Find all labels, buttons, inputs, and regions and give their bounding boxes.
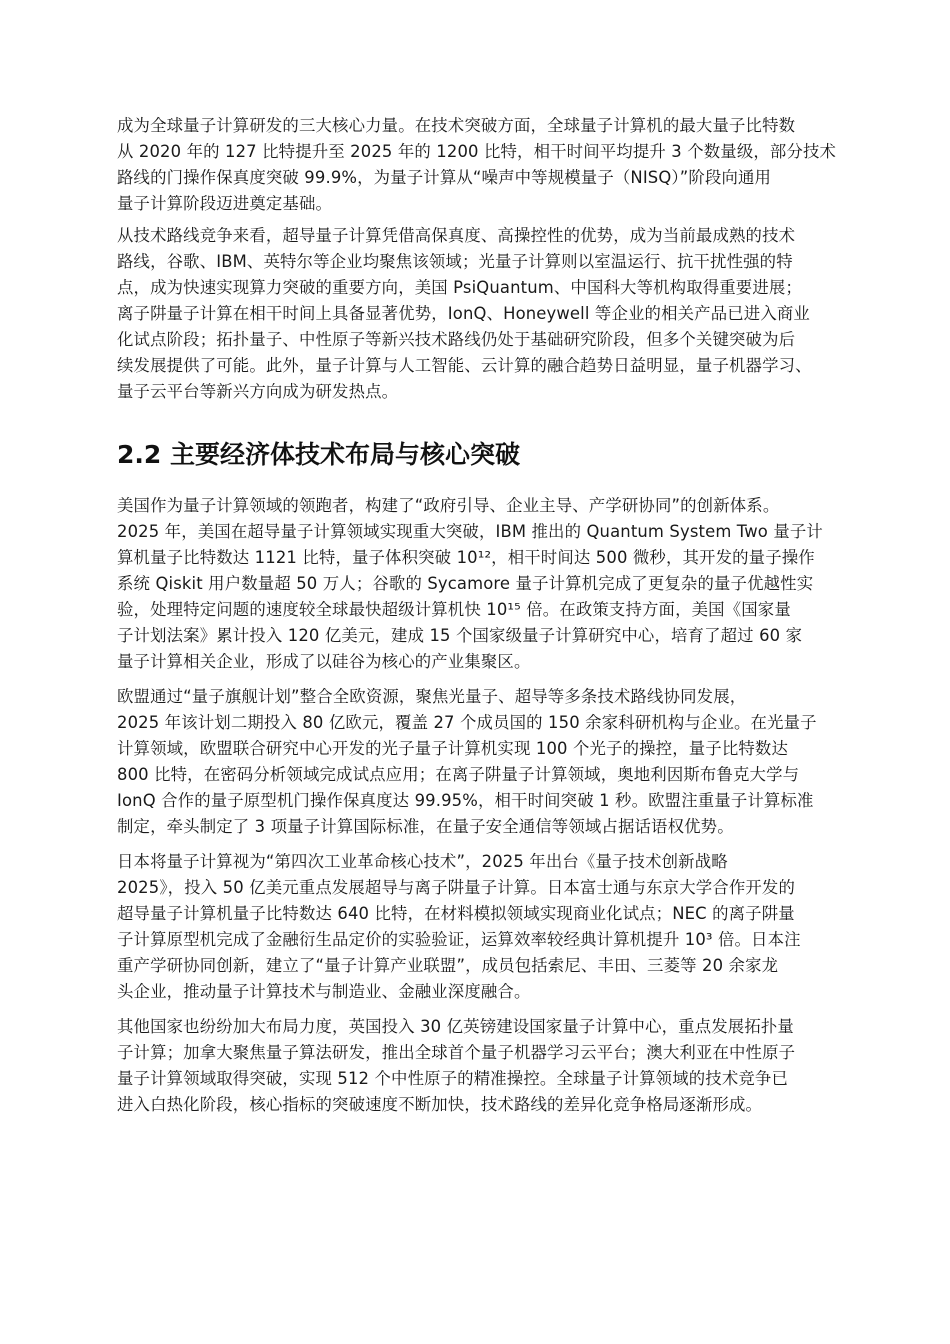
text-line: 点，成为快速实现算力突破的重要方向，美国 PsiQuantum、中国科大等机构取得重要进展； [117,278,802,297]
text-line: 子计划法案》累计投入 120 亿美元，建成 15 个国家级量子计算研究中心，培育了超过 60 家 [117,626,803,645]
text-line: 量子计算相关企业，形成了以硅谷为核心的产业集聚区。 [117,652,531,671]
text-line: 美国作为量子计算领域的领跑者，构建了“政府引导、企业主导、产学研协同”的创新体系。 [117,496,780,515]
text-line: 2025》，投入 50 亿美元重点发展超导与离子阱量子计算。日本富士通与东京大学合作开发的 [117,878,795,897]
text-line: 其他国家也纷纷加大布局力度，英国投入 30 亿英镑建设国家量子计算中心，重点发展拓扑量 [117,1017,794,1036]
paragraph-eu [117,684,845,840]
text-line: 量子计算领域取得突破，实现 512 个中性原子的精准操控。全球量子计算领域的技术竞争已 [117,1069,788,1088]
text-line: 欧盟通过“量子旗舰计划”整合全欧资源，聚焦光量子、超导等多条技术路线协同发展， [117,687,747,706]
text-line: 路线的门操作保真度突破 99.9%，为量子计算从“噪声中等规模量子（NISQ）”阶段向通用 [117,168,772,187]
text-line: 算机量子比特数达 1121 比特，量子体积突破 10¹²，相干时间达 500 微秒，其开发的量子操作 [117,548,815,567]
text-line: 成为全球量子计算研发的三大核心力量。在技术突破方面，全球量子计算机的最大量子比特数 [117,116,796,135]
text-line: IonQ 合作的量子原型机门操作保真度达 99.95%，相干时间突破 1 秒。欧盟注重量子计算标准 [117,791,814,810]
paragraph-gap [117,675,845,684]
text-line: 2025 年该计划二期投入 80 亿欧元，覆盖 27 个成员国的 150 余家科研机构与企业。在光量子 [117,713,817,732]
text-line: 日本将量子计算视为“第四次工业革命核心技术”，2025 年出台《量子技术创新战略 [117,852,728,871]
text-line: 子计算；加拿大聚焦量子算法研发，推出全球首个量子机器学习云平台；澳大利亚在中性原子 [117,1043,796,1062]
paragraph-usa [117,493,845,675]
text-line: 从 2020 年的 127 比特提升至 2025 年的 1200 比特，相干时间平均提升 3 个数量级，部分技术 [117,142,837,161]
document-page [117,113,845,1118]
text-line: 800 比特，在密码分析领域完成试点应用；在离子阱量子计算领域，奥地利因斯布鲁克大学与 [117,765,800,784]
paragraph-top-2 [117,223,845,405]
text-line: 化试点阶段；拓扑量子、中性原子等新兴技术路线仍处于基础研究阶段，但多个关键突破为后 [117,330,796,349]
text-line: 验，处理特定问题的速度较全球最快超级计算机快 10¹⁵ 倍。在政策支持方面，美国《国家量 [117,600,791,619]
text-line: 离子阱量子计算在相干时间上具备显著优势，IonQ、Honeywell 等企业的相关产品已进入商业 [117,304,810,323]
text-line: 超导量子计算机量子比特数达 640 比特，在材料模拟领域实现商业化试点；NEC 的离子阱量 [117,904,795,923]
text-line: 进入白热化阶段，核心指标的突破速度不断加快，技术路线的差异化竞争格局逐渐形成。 [117,1095,763,1114]
text-line: 子计算原型机完成了金融衍生品定价的实验验证，运算效率较经典计算机提升 10³ 倍。日本注 [117,930,801,949]
text-line: 头企业，推动量子计算技术与制造业、金融业深度融合。 [117,982,531,1001]
text-line: 重产学研协同创新，建立了“量子计算产业联盟”，成员包括索尼、丰田、三菱等 20 余家龙 [117,956,779,975]
text-line: 计算领域，欧盟联合研究中心开发的光子量子计算机实现 100 个光子的操控，量子比特数达 [117,739,788,758]
paragraph-top-1 [117,113,845,217]
section-heading: 2.2 主要经济体技术布局与核心突破 [117,440,520,469]
text-line: 路线，谷歌、IBM、英特尔等企业均聚焦该领域；光量子计算则以室温运行、抗干扰性强的特 [117,252,793,271]
text-line: 量子云平台等新兴方向成为研发热点。 [117,382,399,401]
text-line: 2025 年，美国在超导量子计算领域实现重大突破，IBM 推出的 Quantum System Two 量子计 [117,522,823,541]
paragraph-others [117,1014,845,1118]
text-line: 制定，牵头制定了 3 项量子计算国际标准，在量子安全通信等领域占据话语权优势。 [117,817,734,836]
paragraph-japan [117,849,845,1005]
text-line: 量子计算阶段迈进奠定基础。 [117,194,333,213]
paragraph-gap [117,840,845,849]
text-line: 从技术路线竞争来看，超导量子计算凭借高保真度、高操控性的优势，成为当前最成熟的技术 [117,226,796,245]
text-line: 系统 Qiskit 用户数量超 50 万人；谷歌的 Sycamore 量子计算机完成了更复杂的量子优越性实 [117,574,814,593]
paragraph-gap [117,1005,845,1014]
text-line: 续发展提供了可能。此外，量子计算与人工智能、云计算的融合趋势日益明显，量子机器学习、 [117,356,812,375]
